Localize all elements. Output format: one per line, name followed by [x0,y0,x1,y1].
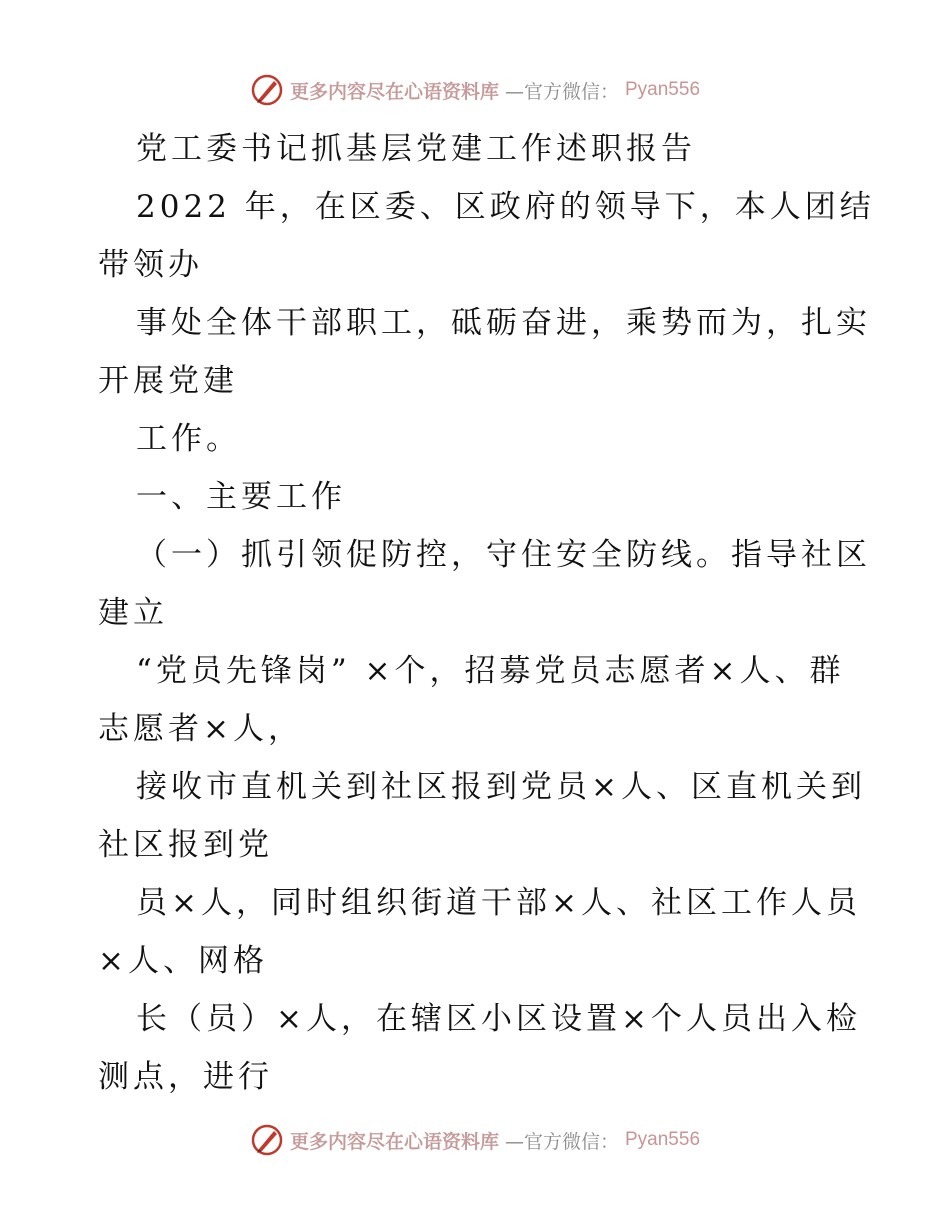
text-line: “党员先锋岗” ×个，招募党员志愿者×人、群 [136,653,845,689]
text-line: 测点，进行 [98,1059,273,1095]
text-line: 工作。 [136,421,241,457]
header-watermark [0,70,950,110]
watermark-id: Pyan556 [625,79,701,100]
text-line: 长（员）×人，在辖区小区设置×个人员出入检 [136,1001,861,1037]
watermark-brand: 更多内容尽在心语资料库 [289,80,499,103]
section-heading: 一、主要工作 [136,479,346,515]
text-line: 带领办 [98,247,203,283]
document-body [98,120,875,1106]
text-line: 员×人，同时组织街道干部×人、社区工作人员 [136,885,861,921]
text-line: （一）抓引领促防控，守住安全防线。指导社区 [136,537,871,573]
text-line: 社区报到党 [98,827,273,863]
watermark-official: —官方微信： [504,1130,619,1153]
text-line: 事处全体干部职工，砥砺奋进，乘势而为，扎实 [136,305,871,341]
text-line: 接收市直机关到社区报到党员×人、区直机关到 [136,769,866,805]
pen-logo-icon [250,73,284,107]
footer-watermark [0,1120,950,1160]
text-line: 建立 [98,595,168,631]
text-line: ×人、网格 [98,943,268,979]
watermark-official: —官方微信： [504,80,619,103]
text-line: 党工委书记抓基层党建工作述职报告 [136,131,696,167]
text-line: 开展党建 [98,363,238,399]
text-line: 2022 年，在区委、区政府的领导下，本人团结 [136,189,875,225]
pen-logo-icon [250,1123,284,1157]
watermark-id: Pyan556 [625,1129,701,1150]
text-line: 志愿者×人， [98,711,303,747]
watermark-brand: 更多内容尽在心语资料库 [289,1130,499,1153]
